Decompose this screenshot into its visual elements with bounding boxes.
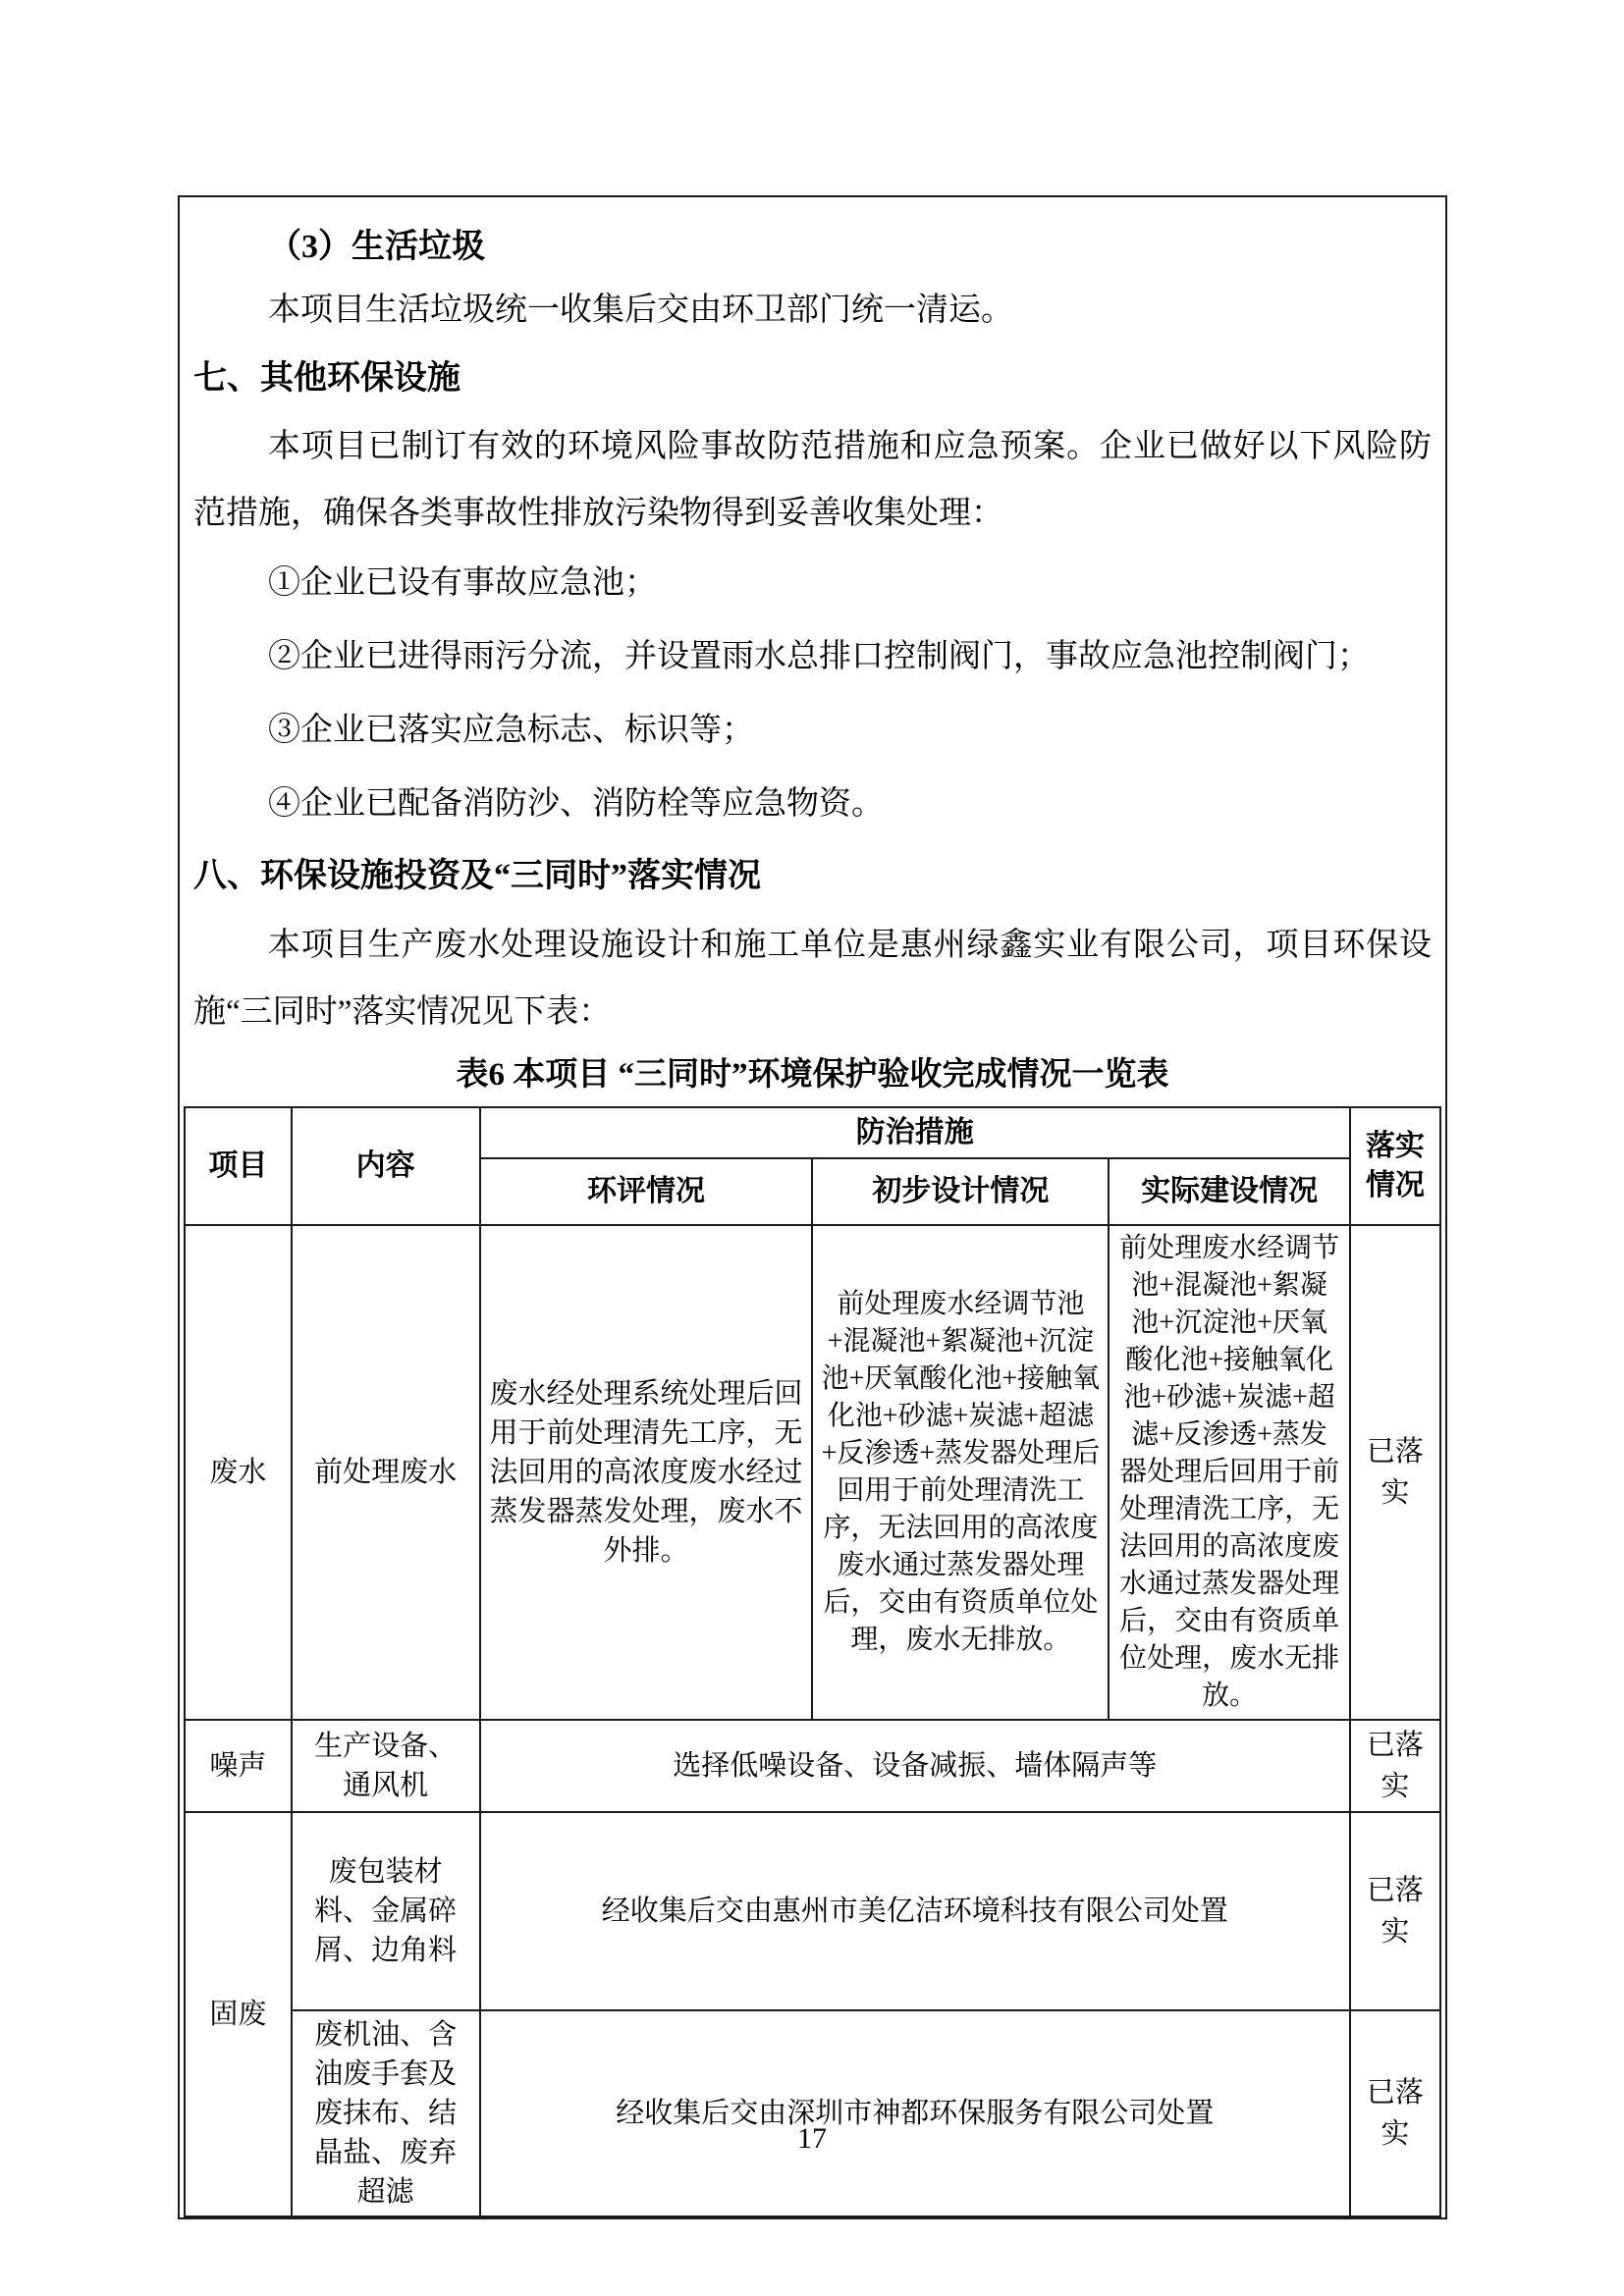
list-item-4: ④企业已配备消防沙、消防栓等应急物资。 <box>268 786 884 822</box>
paragraph-risk-measures: 本项目已制订有效的环境风险事故防范措施和应急预案。企业已做好以下风险防范措施，确保各类事故性排放污染物得到妥善收集处理： <box>193 429 1432 531</box>
cell-actual-wastewater: 前处理废水经调节池+混凝池+絮凝池+沉淀池+厌氧酸化池+接触氧化池+砂滤+炭滤+超滤+反渗透+蒸发器处理后回用于前处理清洗工序，无法回用的高浓度废水通过蒸发器处理后，交由有资质单位处理，废水无排放。 <box>1109 1225 1350 1720</box>
header-measures: 防治措施 <box>480 1107 1350 1158</box>
paragraph-santongshi: 本项目生产废水处理设施设计和施工单位是惠州绿鑫实业有限公司，项目环保设施“三同时”落实情况见下表： <box>193 928 1432 1030</box>
header-status: 落实情况 <box>1350 1107 1440 1225</box>
cell-design-wastewater: 前处理废水经调节池+混凝池+絮凝池+沉淀池+厌氧酸化池+接触氧化池+砂滤+炭滤+超滤+反渗透+蒸发器处理后回用于前处理清洗工序，无法回用的高浓度废水通过蒸发器处理后，交由有资质单位处理，废水无排放。 <box>812 1225 1109 1720</box>
cell-content-noise: 生产设备、通风机 <box>292 1720 480 1812</box>
cell-measure-solid-waste-2: 经收集后交由深圳市神都环保服务有限公司处置 <box>480 2010 1350 2216</box>
cell-content-solid-waste-1: 废包装材料、金属碎屑、边角料 <box>292 1812 480 2010</box>
cell-project-noise: 噪声 <box>185 1720 292 1812</box>
text-block <box>180 197 1445 1100</box>
heading-section-8: 八、环保设施投资及“三同时”落实情况 <box>193 858 761 894</box>
list-item-1: ①企业已设有事故应急池； <box>268 565 657 601</box>
table-6-title: 表6 本项目 “三同时”环境保护验收完成情况一览表 <box>456 1057 1169 1093</box>
cell-measure-solid-waste-1: 经收集后交由惠州市美亿洁环境科技有限公司处置 <box>480 1812 1350 2010</box>
cell-status-noise: 已落实 <box>1350 1720 1440 1812</box>
content-frame <box>178 195 1447 2219</box>
header-project: 项目 <box>185 1107 292 1225</box>
table-row-wastewater <box>185 1225 1440 1720</box>
santongshi-acceptance-table <box>184 1106 1441 2217</box>
heading-household-garbage: （3）生活垃圾 <box>268 229 485 265</box>
table-row-noise <box>185 1720 1440 1812</box>
list-item-2: ②企业已进得雨污分流，并设置雨水总排口控制阀门，事故应急池控制阀门； <box>268 639 1370 674</box>
table-row-solid-waste-2 <box>185 2010 1440 2216</box>
cell-eia-wastewater: 废水经处理系统处理后回用于前处理清先工序，无法回用的高浓度废水经过蒸发器蒸发处理，废水不外排。 <box>480 1225 813 1720</box>
cell-status-wastewater: 已落实 <box>1350 1225 1440 1720</box>
table-row-solid-waste-1 <box>185 1812 1440 2010</box>
header-design: 初步设计情况 <box>812 1158 1109 1225</box>
cell-content-wastewater: 前处理废水 <box>292 1225 480 1720</box>
cell-status-solid-waste-1: 已落实 <box>1350 1812 1440 2010</box>
header-content: 内容 <box>292 1107 480 1225</box>
cell-project-solid-waste: 固废 <box>185 1812 292 2216</box>
cell-status-solid-waste-2: 已落实 <box>1350 2010 1440 2216</box>
cell-content-solid-waste-2: 废机油、含油废手套及废抹布、结晶盐、废弃超滤 <box>292 2010 480 2216</box>
heading-section-7: 七、其他环保设施 <box>193 360 460 397</box>
header-eia: 环评情况 <box>480 1158 813 1225</box>
paragraph-garbage: 本项目生活垃圾统一收集后交由环卫部门统一清运。 <box>268 293 1013 328</box>
cell-project-wastewater: 废水 <box>185 1225 292 1720</box>
page-number: 17 <box>797 2122 827 2155</box>
cell-measure-noise: 选择低噪设备、设备减振、墙体隔声等 <box>480 1720 1350 1812</box>
list-item-3: ③企业已落实应急标志、标识等； <box>268 713 754 748</box>
table-header-row-1 <box>185 1107 1440 1158</box>
header-actual: 实际建设情况 <box>1109 1158 1350 1225</box>
